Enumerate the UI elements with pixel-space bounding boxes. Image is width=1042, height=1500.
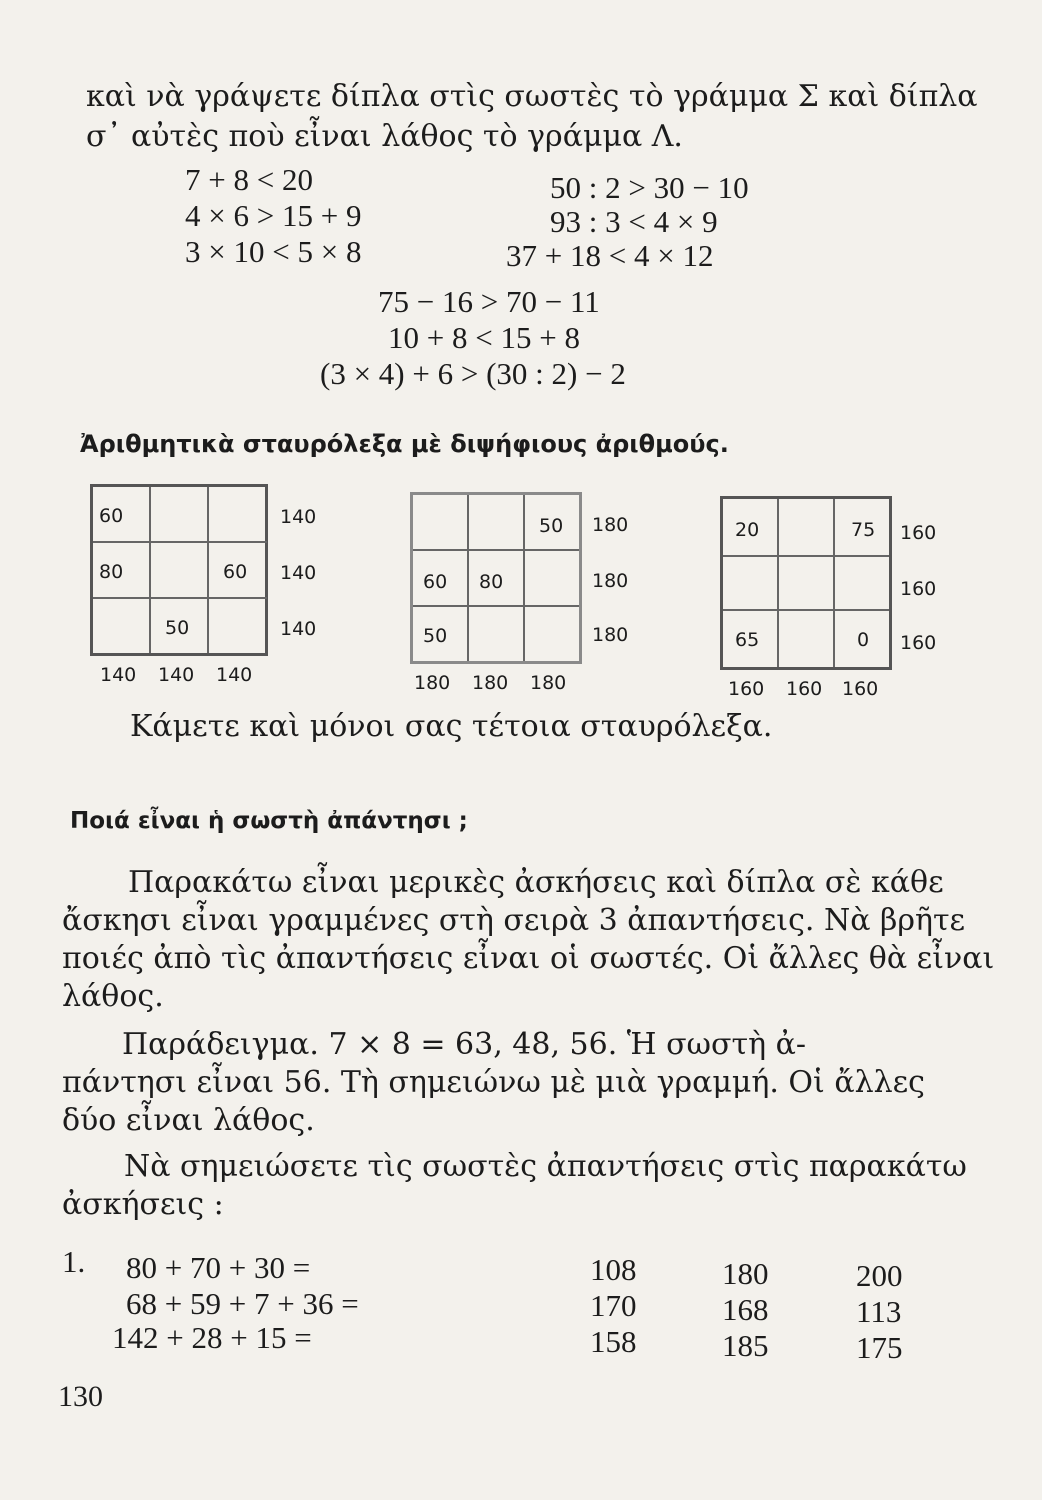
grid-cell: 60	[93, 487, 151, 543]
crossword-grid-1	[90, 484, 268, 656]
grid-cell	[779, 611, 835, 667]
exercise-line: 80 + 70 + 30 =	[126, 1250, 311, 1285]
col-sum: 140	[158, 664, 195, 686]
col-sum: 140	[216, 664, 253, 686]
inequality: 10 + 8 < 15 + 8	[388, 320, 580, 355]
answer-option: 113	[856, 1294, 902, 1329]
crossword-grid-3	[720, 496, 892, 670]
row-sum: 160	[900, 522, 937, 544]
crossword-grid-2	[410, 492, 582, 664]
grid-cell: 75	[835, 499, 889, 557]
row-sum: 180	[592, 570, 629, 592]
grid-cell	[151, 487, 209, 543]
crossword-heading: Ἀριθμητικὰ σταυρόλεξα μὲ διψήφιους ἀριθμούς.	[80, 430, 729, 458]
paragraph-line: ἀσκήσεις :	[62, 1187, 224, 1222]
row-sum: 140	[280, 618, 317, 640]
grid-cell	[469, 607, 525, 661]
answer-option: 175	[856, 1330, 903, 1365]
answer-option: 168	[722, 1292, 769, 1327]
crossword-instruction: Κάμετε καὶ μόνοι σας τέτοια σταυρόλεξα.	[130, 709, 773, 744]
grid-cell: 80	[469, 551, 525, 607]
exercise-number: 1.	[62, 1244, 86, 1279]
inequality: 75 − 16 > 70 − 11	[378, 284, 600, 319]
inequality: 50 : 2 > 30 − 10	[550, 170, 749, 205]
col-sum: 160	[842, 678, 879, 700]
inequality: 37 + 18 < 4 × 12	[506, 238, 714, 273]
answer-option: 158	[590, 1324, 637, 1359]
grid-cell: 80	[93, 543, 151, 599]
grid-cell	[779, 499, 835, 557]
col-sum: 160	[786, 678, 823, 700]
paragraph-line: Παρακάτω εἶναι μερικὲς ἀσκήσεις καὶ δίπλα σὲ κάθε	[128, 865, 944, 900]
grid-cell: 50	[525, 495, 579, 551]
row-sum: 140	[280, 506, 317, 528]
grid-cell: 65	[723, 611, 779, 667]
inequality: 3 × 10 < 5 × 8	[185, 234, 362, 269]
quiz-heading: Ποιά εἶναι ἡ σωστὴ ἀπάντησι ;	[70, 808, 468, 834]
grid-cell: 20	[723, 499, 779, 557]
grid-cell	[209, 599, 267, 653]
exercise-line: 68 + 59 + 7 + 36 =	[126, 1286, 359, 1321]
grid-cell	[835, 557, 889, 611]
col-sum: 140	[100, 664, 137, 686]
grid-cell: 50	[151, 599, 209, 653]
intro-line-2: σ᾽ αὐτὲς ποὺ εἶναι λάθος τὸ γράμμα Λ.	[86, 119, 683, 154]
col-sum: 160	[728, 678, 765, 700]
row-sum: 180	[592, 624, 629, 646]
inequality: (3 × 4) + 6 > (30 : 2) − 2	[320, 356, 626, 391]
answer-option: 180	[722, 1256, 769, 1291]
intro-line-1: καὶ νὰ γράψετε δίπλα στὶς σωστὲς τὸ γράμμα Σ καὶ δίπλα	[86, 79, 978, 114]
grid-cell	[93, 599, 151, 653]
grid-cell: 60	[413, 551, 469, 607]
page-number: 130	[58, 1380, 103, 1413]
row-sum: 160	[900, 578, 937, 600]
grid-cell	[723, 557, 779, 611]
inequality: 93 : 3 < 4 × 9	[550, 204, 718, 239]
row-sum: 140	[280, 562, 317, 584]
example-line: δύο εἶναι λάθος.	[62, 1103, 315, 1138]
col-sum: 180	[414, 672, 451, 694]
answer-option: 170	[590, 1288, 637, 1323]
col-sum: 180	[530, 672, 567, 694]
example-line: πάντησι εἶναι 56. Τὴ σημειώνω μὲ μιὰ γραμμή. Οἱ ἄλλες	[62, 1065, 925, 1100]
row-sum: 180	[592, 514, 629, 536]
row-sum: 160	[900, 632, 937, 654]
answer-option: 108	[590, 1252, 637, 1287]
grid-cell	[525, 551, 579, 607]
grid-cell	[469, 495, 525, 551]
grid-cell	[151, 543, 209, 599]
grid-cell	[209, 487, 267, 543]
paragraph-line: ποιές ἀπὸ τὶς ἀπαντήσεις εἶναι οἱ σωστές. Οἱ ἄλλες θὰ εἶναι	[62, 941, 995, 976]
grid-cell	[779, 557, 835, 611]
grid-cell: 60	[209, 543, 267, 599]
inequality: 4 × 6 > 15 + 9	[185, 198, 362, 233]
exercise-line: 142 + 28 + 15 =	[112, 1320, 312, 1355]
grid-cell: 50	[413, 607, 469, 661]
answer-option: 200	[856, 1258, 903, 1293]
paragraph-line: Νὰ σημειώσετε τὶς σωστὲς ἀπαντήσεις στὶς παρακάτω	[124, 1149, 967, 1184]
example-line: Παράδειγμα. 7 × 8 = 63, 48, 56. Ἡ σωστὴ ἀ-	[122, 1027, 806, 1062]
col-sum: 180	[472, 672, 509, 694]
paragraph-line: λάθος.	[62, 979, 164, 1014]
paragraph-line: ἄσκησι εἶναι γραμμένες στὴ σειρὰ 3 ἀπαντήσεις. Νὰ βρῆτε	[62, 903, 966, 938]
grid-cell	[413, 495, 469, 551]
grid-cell	[525, 607, 579, 661]
inequality: 7 + 8 < 20	[185, 162, 313, 197]
grid-cell: 0	[857, 629, 870, 651]
answer-option: 185	[722, 1328, 769, 1363]
